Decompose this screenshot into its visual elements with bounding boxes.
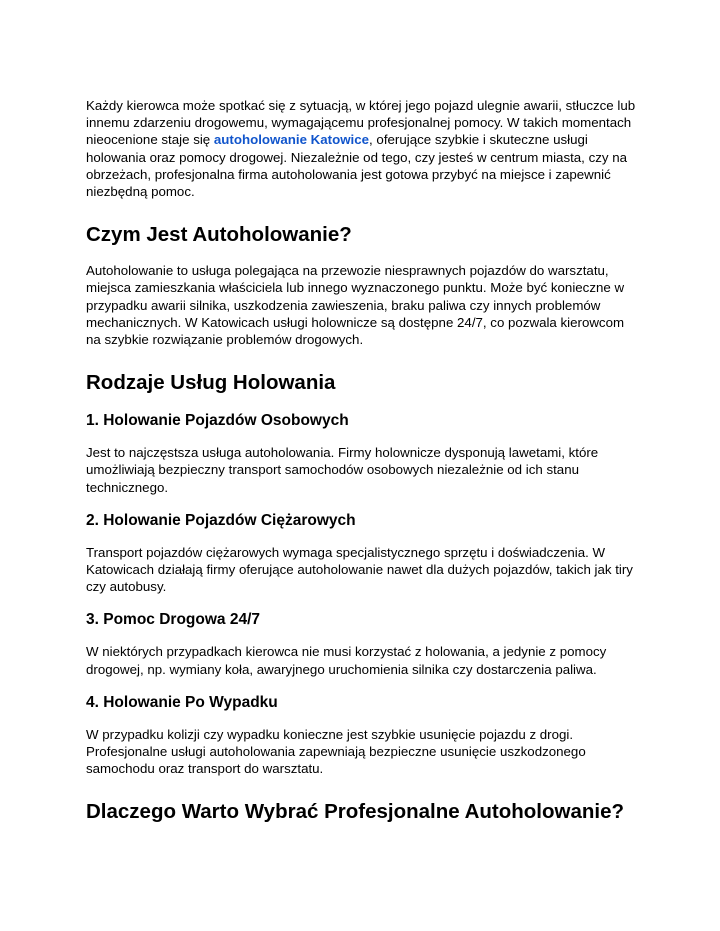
autoholowanie-katowice-link[interactable]: autoholowanie Katowice bbox=[213, 132, 370, 148]
intro-text-after-link: , oferujące szybkie i skuteczne usługi holowania oraz pomocy drogowej. Niezależnie od tego, czy jesteś w centrum miasta, czy na obrzeżach, profesjonalna firma autoholowania jest gotowa przybyć na miejsce i zapewnić niezbędną pomoc. bbox=[86, 132, 627, 200]
paragraph-pomoc-drogowa: W niektórych przypadkach kierowca nie musi korzystać z holowania, a jedynie z pomocy drogowej, np. wymiany koła, awaryjnego uruchomienia silnika czy dostarczenia paliwa. bbox=[86, 644, 607, 677]
heading-czym-jest-autoholowanie: Czym Jest Autoholowanie? bbox=[86, 223, 352, 247]
paragraph-holowanie-osobowych: Jest to najczęstsza usługa autoholowania. Firmy holownicze dysponują lawetami, które umożliwiają bezpieczny transport samochodów osobowych niezależnie od ich stanu technicznego. bbox=[86, 445, 599, 495]
paragraph-czym-jest-autoholowanie: Autoholowanie to usługa polegająca na przewozie niesprawnych pojazdów do warsztatu, miejsca zamieszkania właściciela lub innego wyznaczonego punktu. Może być konieczne w przypadku awarii silnika, uszkodzenia zawieszenia, braku paliwa czy innych problemów mechanicznych. W Katowicach usługi holownicze są dostępne 24/7, co pozwala kierowcom na szybkie rozwiązanie problemów drogowych. bbox=[86, 263, 625, 348]
subheading-holowanie-po-wypadku: 4. Holowanie Po Wypadku bbox=[86, 693, 278, 711]
heading-rodzaje-uslug: Rodzaje Usług Holowania bbox=[86, 371, 336, 395]
intro-paragraph bbox=[86, 97, 642, 200]
intro-text-before-link: Każdy kierowca może spotkać się z sytuacją, w której jego pojazd ulegnie awarii, stłuczce lub innemu zdarzeniu drogowemu, wymagającemu profesjonalnej pomocy. W takich momentach nieocenione staje się bbox=[86, 98, 636, 148]
subheading-holowanie-ciezarowych: 2. Holowanie Pojazdów Ciężarowych bbox=[86, 511, 356, 529]
heading-dlaczego-warto: Dlaczego Warto Wybrać Profesjonalne Autoholowanie? bbox=[86, 800, 625, 824]
paragraph-holowanie-po-wypadku: W przypadku kolizji czy wypadku konieczne jest szybkie usunięcie pojazdu z drogi. Profesjonalne usługi autoholowania zapewniają bezpieczne usunięcie uszkodzonego samochodu oraz transport do warsztatu. bbox=[86, 726, 586, 777]
paragraph-holowanie-ciezarowych: Transport pojazdów ciężarowych wymaga specjalistycznego sprzętu i doświadczenia. W Katowicach działają firmy oferujące autoholowanie nawet dla dużych pojazdów, takich jak tiry czy autobusy. bbox=[86, 544, 633, 595]
subheading-holowanie-osobowych: 1. Holowanie Pojazdów Osobowych bbox=[86, 412, 349, 430]
subheading-pomoc-drogowa: 3. Pomoc Drogowa 24/7 bbox=[86, 611, 260, 629]
